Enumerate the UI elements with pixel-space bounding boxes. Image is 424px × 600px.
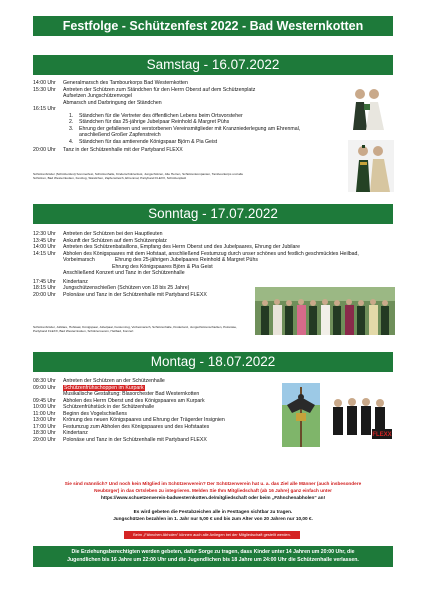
saturday-heading: Samstag - 16.07.2022 xyxy=(33,55,393,75)
sub-item-number: 3. xyxy=(69,125,74,132)
row-time xyxy=(33,270,63,277)
row-text: Jungschützenschießen (Schützen von 18 bis 25 Jahre) xyxy=(63,285,190,292)
saturday-photo-top xyxy=(344,82,390,132)
row-text: Polonäse und Tanz in der Schützenhalle mit Partyband FLEXX xyxy=(63,436,207,443)
row-text: Antreten der Schützen bei den Hauptleuten xyxy=(63,231,163,237)
row-text: Generalmarsch des Tambourkorps Bad Westernkotten xyxy=(63,80,188,86)
royal-couple-image xyxy=(348,140,394,192)
saturday-credits: Schützenbrüder (Schützenfest) Sommerfest, Schützenhalle, Kinderschützenfest, Jungschützen, Alte Herren, Schützenkompanien, Tambourkorps und alle Schützen, Bad Westernkotten, Festzug, Ständchen, Zapfenstreich, Ehrenmal, Partyband FLEXX, Schützenplatz xyxy=(33,172,244,181)
sunday-credits: Schützenbrüder, Jubilare, Hofstaat, Königspaar, Jubelpaar, Festumzug, Vorbeimarsch, Schützenhalle, Kindertanz, Jungschützenschießen, Polonäse, Partyband FLEXX, Bad Westernkotten, Schützenverein, Heilbad, Konzert xyxy=(33,325,237,334)
sunday-heading: Sonntag - 17.07.2022 xyxy=(33,204,393,224)
row-text: Kindertanz xyxy=(63,278,88,285)
row-text: Abmarsch und Darbringung der Ständchen xyxy=(63,99,162,106)
row-text: Tanz in der Schützenhalle mit der Partyband FLEXX xyxy=(63,147,183,154)
saturday-photo-bottom xyxy=(348,140,394,192)
row-time: 20:00 Uhr xyxy=(33,436,56,443)
schedule-row xyxy=(33,147,333,154)
schedule-row xyxy=(33,270,393,277)
row-text: Ehrung des Königspaares Björn & Pia Geist xyxy=(63,263,213,270)
row-time: 17:45 Uhr xyxy=(33,278,56,285)
badge-info xyxy=(40,509,386,523)
sub-item-text: Ständchen für die Vertreter des öffentlichen Lebens beim Ortsvorsteher xyxy=(79,112,243,119)
row-text: Antreten des Schützenbataillons, Empfang des Herrn Oberst und des Jubelpaares, Ehrung der Jubilare xyxy=(63,244,301,251)
row-text: Anschließend Konzert und Tanz in der Schützenhalle xyxy=(63,270,185,277)
row-time: 09:45 Uhr xyxy=(33,397,56,404)
row-time: 12:30 Uhr xyxy=(33,231,56,237)
row-text: Vorbeimarsch Ehrung des 25-jährigen Jubelpaares Reinhold & Margret Pühs xyxy=(63,257,258,264)
row-text: Antreten der Schützen zum Ständchen für den Herrn Oberst auf dem Schützenplatz xyxy=(63,86,256,93)
eagle-image xyxy=(282,383,320,447)
sub-item-text: Ständchen für das amtierende Königspaar Björn & Pia Geist xyxy=(79,138,218,145)
row-time: 14:00 Uhr xyxy=(33,80,56,86)
row-text: Abholen des Herrn Oberst und des Königspaares am Kurpark xyxy=(63,397,205,404)
sub-item-number: 1. xyxy=(69,112,74,119)
row-time: 11:00 Uhr xyxy=(33,410,56,417)
sub-item-number: 2. xyxy=(69,119,74,126)
row-time: 08:30 Uhr xyxy=(33,378,56,384)
row-text: Krönung des neuen Königspaares und Ehrung der Trägerder Insignien xyxy=(63,417,225,424)
row-time: 09:00 Uhr xyxy=(33,384,56,391)
row-time: 18:30 Uhr xyxy=(33,430,56,437)
row-text: Kindertanz xyxy=(63,430,88,437)
band-logo: FLEXX xyxy=(372,432,392,438)
row-text: Polonäse und Tanz in der Schützenhalle mit Partyband FLEXX xyxy=(63,291,207,298)
badge-line-1: Es wird gebeten die Festabzeichen alle in Festtagen sichtbar zu tragen. xyxy=(133,509,293,514)
row-text: Antreten der Schützen an der Schützenhalle xyxy=(63,378,165,384)
row-time: 20:00 Uhr xyxy=(33,147,56,154)
membership-line-1: Sie sind männlich? Und noch kein Mitglied im Schützenverein? Der Schützenverein hat u. a. das Ziel alle Männer (auch insbesondere xyxy=(64,481,362,486)
row-time: 10:00 Uhr xyxy=(33,404,56,411)
row-time: 13:00 Uhr xyxy=(33,417,56,424)
row-text: Festumzug zum Abholen des Königspaares und des Hofstaates xyxy=(63,423,210,430)
row-text: Beginn des Vogelschießens xyxy=(63,410,128,417)
highlighted-row-text: Schützenfrühschoppen im Kurpark xyxy=(64,384,144,391)
sub-item xyxy=(33,139,333,146)
row-time: 14:15 Uhr xyxy=(33,250,56,257)
membership-link[interactable]: https://www.schuetzenverein-badwesternkotten.de/mitgliedschaft oder beim „Fähnchenabholen“ an! xyxy=(100,494,326,500)
youth-protection-bar xyxy=(33,546,393,567)
monday-eagle-photo xyxy=(282,383,320,447)
membership-line-2: Neubürger) in das Ortsleben zu integrieren. Melden Sie Ihm Mitgliedschaft (ab 16 Jahre) ganz einfach unter xyxy=(94,487,332,493)
sub-item-text: Ehrung der gefallenen und verstorbenen Vereinsmitglieder mit Kranzniederlegung am Ehrenmal, xyxy=(79,125,301,132)
sub-item-text: anschließend Großer Zapfenstreich xyxy=(79,132,161,139)
row-time: 20:00 Uhr xyxy=(33,291,56,298)
band-photo-image xyxy=(328,395,392,439)
row-time: 18:15 Uhr xyxy=(33,285,56,292)
row-time: 17:00 Uhr xyxy=(33,423,56,430)
page-title: Festfolge - Schützenfest 2022 - Bad Westernkotten xyxy=(33,16,393,36)
youth-line-2: Jugendlichen bis 16 Jahre um 22:00 Uhr und die Jugendlichen bis 18 Jahre um 24:00 Uhr die Schützenhalle verlassen. xyxy=(67,557,359,564)
monday-band-photo xyxy=(328,395,392,439)
row-text: Ankunft der Schützen auf dem Schützenplatz xyxy=(63,237,167,244)
row-time: 14:00 Uhr xyxy=(33,244,56,251)
membership-info xyxy=(40,481,386,501)
youth-line-1: Die Erziehungsberechtigten werden gebeten, dafür Sorge zu tragen, dass Kinder unter 14 Jahren um 20:00 Uhr, die xyxy=(71,549,355,555)
info-banner: Beim „Fähnchen Abholen“ können auch alle Anliegen bei der Mitgliedschaft gestellt werden. xyxy=(124,531,300,539)
row-text: Musikalische Gestaltung: Blasorchester Bad Westernkotten xyxy=(63,391,200,398)
saturday-schedule xyxy=(33,80,333,154)
monday-heading: Montag - 18.07.2022 xyxy=(33,352,393,372)
sub-item-text: Ständchen für das 25-jährige Jubelpaar Reinhold & Margret Pühs xyxy=(79,119,230,126)
row-text: Aufsetzen Jungschützenvogel xyxy=(63,93,132,100)
sunday-group-photo xyxy=(255,287,395,335)
couple-photo-image xyxy=(344,82,390,132)
sub-item-number: 4. xyxy=(69,138,74,145)
row-text: Abholen des Königspaares mit dem Hofstaat, anschließend Festumzug durch unser schönes und festlich geschmücktes Heilbad, xyxy=(63,250,359,257)
row-time: 13:45 Uhr xyxy=(33,237,56,244)
row-time: 16:15 Uhr xyxy=(33,106,56,113)
group-photo-image xyxy=(255,287,395,335)
row-text: Schützenfrühstück in der Schützenhalle xyxy=(63,404,155,411)
row-time: 15:30 Uhr xyxy=(33,86,56,93)
badge-line-2: Jungschützen bezahlen im 1. Jahr nur 5,00 € und bis zum Alter von 20 Jahren nur 10,00 €. xyxy=(113,515,313,521)
